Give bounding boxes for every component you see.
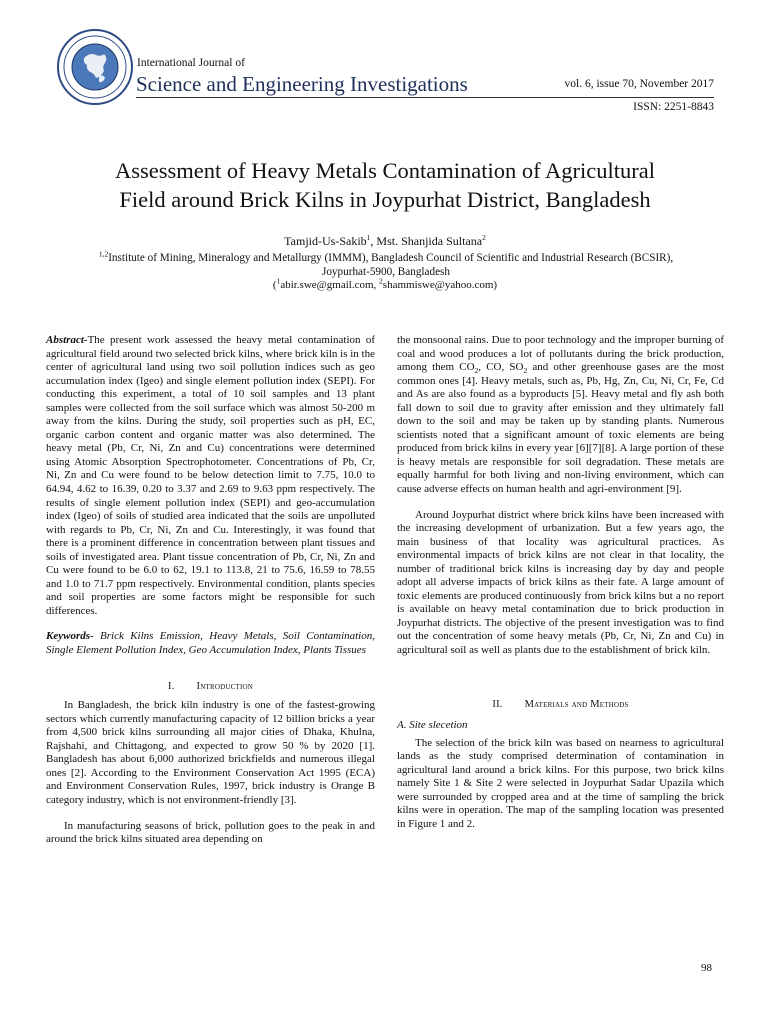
author-1-sup: 1 [366, 233, 371, 242]
p1-sub-1: 2 [474, 366, 479, 376]
section-title: Introduction [196, 680, 253, 692]
affil-line-2: Joypurhat-5900, Bangladesh [321, 265, 450, 278]
volume-info: vol. 6, issue 70, November 2017 [564, 78, 714, 90]
left-column [46, 334, 375, 847]
affil-line-1: Institute of Mining, Mineralogy and Metallurgy (IMMM), Bangladesh Council of Scientific and Industrial Research (BCSIR), [108, 252, 674, 264]
keywords-label: Keywords- [46, 630, 94, 643]
email-1: abir.swe@gmail.com, [280, 279, 380, 291]
p1-part-c: and other greenhouse gases are the most common ones [4]. Heavy metals, such as, Pb, Hg, Zn, Cu, Ni, Cr, Fe, Cd and As are also found as a byproducts [5]. Heavy metal and fly ash both fall down to soil due to gravity after emission and they ultimately fall down to the soil and may be taken up by standing plants. Numerous scientists noted that a significant amount of toxic elements are being produced from brick kilns in every year [6][7][8]. A large portion of these is heavy metals are responsible for soil degradation. These metals are equally harmful for both living and non-living environment, which can cause adverse effects on human health and agri-environment [9]. [397, 361, 725, 496]
issn-number: ISSN: 2251-8843 [633, 101, 714, 113]
email-open: ( [272, 279, 277, 291]
section-heading-methods [397, 698, 724, 712]
subsection-heading-site: A. Site slecetion [397, 719, 468, 732]
author-separator: , [370, 234, 377, 248]
intro-paragraph-2: In manufacturing seasons of brick, pollution goes to the peak in and around the brick kilns situated area depending on [46, 819, 375, 846]
journal-name: Science and Engineering Investigations [136, 72, 468, 96]
affiliation [46, 249, 726, 279]
p1-part-b: , CO, SO [478, 361, 524, 374]
title-line-2: Field around Brick Kilns in Joypurhat District, Bangladesh [119, 187, 651, 212]
header-divider [136, 97, 714, 98]
abstract [46, 334, 375, 618]
email-2: shammiswe@yahoo.com) [382, 279, 498, 291]
paper-title [40, 156, 730, 214]
author-emails [40, 276, 730, 291]
author-1: Tamjid-Us-Sakib [284, 234, 367, 248]
author-2: Mst. Shanjida Sultana [376, 234, 483, 248]
intro-paragraph-1: In Bangladesh, the brick kiln industry is one of the fastest-growing sectors which currently manufacturing capacity of 12 billion bricks a year from 4,500 brick kilns surrounding all major cities of Dhaka, Khulna, Rajshahi, and Chittagong, and expected to grow 50 % by 2020 [1]. Bangladesh has about 6,000 authorized brickfields and numerous illegal ones [2]. According to the Environment Conservation Act 1995 (ECA) and Environment Conservation Rules, 1997, brick industry is Orange B category industry, which is not environment-friendly [3]. [46, 699, 375, 806]
keywords [46, 630, 375, 657]
section-heading-introduction [46, 680, 375, 694]
section-number: I. [168, 680, 175, 692]
right-column [397, 334, 724, 832]
globe-logo-icon [56, 28, 134, 106]
author-list [40, 234, 730, 249]
journal-prefix: International Journal of [137, 57, 245, 69]
p1-sub-2: 2 [523, 366, 528, 376]
body-paragraph-2: Around Joypurhat district where brick kilns have been increased with the increasing development of urbanization. But a few years ago, the main business of that locality was agricultural practices. As environmental impacts of brick kilns are not clear in that locality, the number of traditional brick kilns is increasing day by day and people adopt all adverse impacts of brick kilns as their fate. A large amount of toxic elements are produced continuously from brick kilns but a no report is available on heavy metal contamination due to brick production in Joypurhat districts. The objective of the present investigation was to find out the concentration of some heavy metals (Pb, Cr, Ni, Zn and Cu) in agricultural soil as well as plants due to the establishment of brick kiln. [397, 508, 724, 657]
body-paragraph-3: The selection of the brick kiln was based on nearness to agricultural lands as the study comprised determination of contamination in agricultural land around a brick kilns. For this purpose, two brick kilns namely Site 1 & Site 2 were selected in Joypurhat Sadar Upazila which were surrounded by cropped area and at the time of sampling the brick kilns were in operation. The map of the sampling location was presented in Figure 1 and 2. [397, 736, 724, 830]
abstract-label: Abstract- [46, 334, 88, 346]
section-title: Materials and Methods [524, 698, 629, 710]
section-number: II. [492, 698, 503, 710]
email-1-sup: 1 [276, 276, 281, 286]
abstract-text: The present work assessed the heavy metal contamination of agricultural field around two selected brick kilns, where brick kiln is in the center of agricultural land using two soil pollution indices such as geo accumulation index (Igeo) and single element pollution index (SEPI). For conducting this experiment, a total of 10 soil samples and 13 plant samples were collected from the soil surface which was almost 50-200 m away from the kilns. During the study, soil properties such as pH, EC, organic carbon content and organic matter was also determined. The heavy metal (Pb, Cr, Ni, Zn and Cu) concentrations were determined using Atomic Absorption Spectrophotometer. Concentrations of Pb, Cr, Ni, Zn and Cu were found to be below detection limit to 7.75, 10.0 to 64.94, 4.62 to 16.39, 0.20 to 3.37 and 2.69 to 9.63 ppm respectively. The results of single element pollution index (SEPI) and geo-accumulation index (Igeo) of soils of studied area indicated that the soils are unpolluted with regards to Pb, Cr, Ni, Zn and Cu. Interestingly, it was found that there is a prominent difference in concentration between plant tissues and soils of investigated area. Plant tissue concentration of Pb, Cr, Ni, Zn and Cu were found to be 6.0 to 62, 19.1 to 113.8, 21 to 75.6, 16.59 to 78.55 and 1.0 to 71.7 ppm respectively. Environmental condition, plants species and soil properties are some factors might be responsible for such differences. [46, 334, 375, 617]
body-paragraph-1 [397, 334, 724, 497]
author-2-sup: 2 [482, 233, 486, 242]
title-line-1: Assessment of Heavy Metals Contamination of Agricultural [115, 158, 655, 183]
email-2-sup: 2 [379, 276, 383, 286]
affil-sup: 1,2 [98, 249, 109, 259]
page-number: 98 [701, 962, 712, 974]
keywords-text: Brick Kilns Emission, Heavy Metals, Soil Contamination, Single Element Pollution Index, Geo Accumulation Index, Plants Tissues [46, 630, 375, 657]
p1-part-a: the monsoonal rains. Due to poor technology and the improper burning of coal and wood produces a lot of pollutants during the brick production, among them CO [397, 334, 724, 374]
